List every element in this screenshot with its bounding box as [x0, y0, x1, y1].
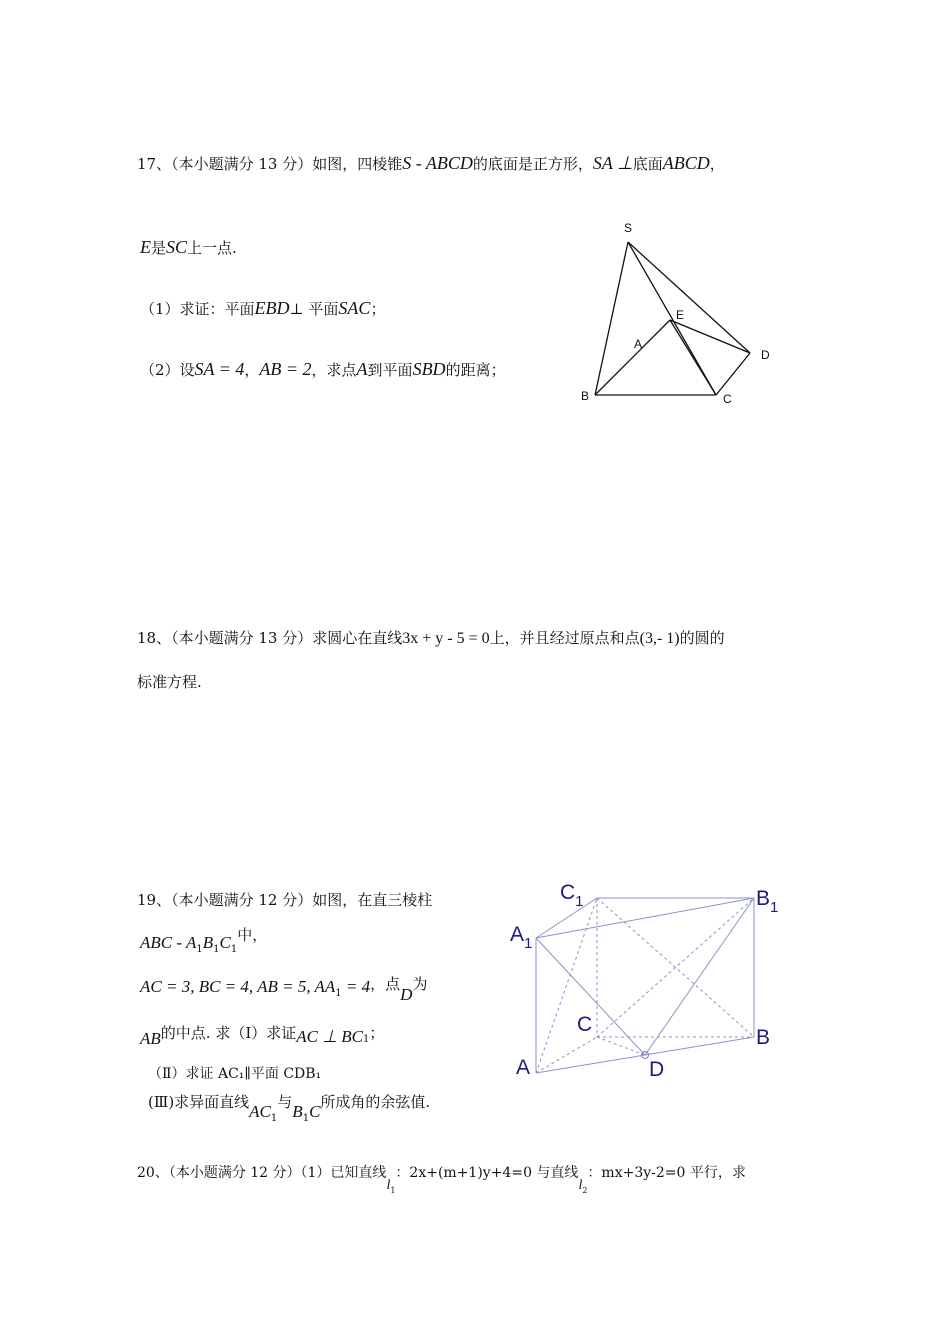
q17-pyramid-figure [570, 210, 790, 415]
label-S: S [624, 221, 633, 235]
q19-line-5: （Ⅱ）求证 AC₁∥平面 CDB₁ [148, 1066, 322, 1082]
q19-prism-figure [500, 870, 800, 1085]
label-A1: $A_1$ [510, 923, 533, 952]
q19-line-6: (Ⅲ)求异面直线$AC_1$与$B_1C$所成角的余弦值. [148, 1093, 431, 1124]
label-C: C [723, 392, 732, 406]
q18-line-2: 标准方程. [137, 673, 202, 691]
q19-line-2: ABC - $A_1B_1C_1$中， [140, 926, 268, 955]
q19-line-3: AC = 3, BC = 4, AB = 5, $AA_1 = 4$，点D为 [140, 975, 428, 1004]
q17-line-1: 17、（本小题满分 13 分）如图，四棱锥S - ABCD的底面是正方形，SA ⊥底面ABCD， [137, 153, 725, 173]
q19-line-1: 19、（本小题满分 12 分）如图，在直三棱柱 [137, 891, 433, 909]
label-A: A [516, 1056, 531, 1079]
label-D: D [761, 348, 770, 362]
label-C: C [577, 1013, 593, 1036]
q18-line-1: 18、（本小题满分 13 分）求圆心在直线3x + y - 5 = 0上，并且经过原点和点(3,- 1)的圆的 [137, 629, 725, 647]
q17-line-4: （2）设SA = 4，AB = 2，求点A到平面SBD的距离； [140, 359, 506, 379]
label-E: E [676, 308, 685, 322]
q17-line-3: （1）求证：平面EBD⊥ 平面SAC； [140, 298, 386, 318]
label-B1: $B_1$ [756, 887, 779, 916]
q20-line-1: 20、（本小题满分 12 分）（1）已知直线$l_1$：2x+(m+1)y+4=0 与直线$l_2$：mx+3y-2=0 平行，求 [137, 1165, 746, 1195]
label-C1: $C_1$ [560, 881, 584, 910]
q17-line-2: E是SC上一点. [140, 237, 237, 257]
label-B: B [756, 1026, 771, 1049]
label-B: B [581, 389, 590, 403]
label-D: D [649, 1058, 665, 1081]
label-A: A [634, 337, 643, 351]
q19-line-4: AB的中点. 求（Ⅰ）求证AC ⊥ $BC_1$； [140, 1024, 385, 1048]
